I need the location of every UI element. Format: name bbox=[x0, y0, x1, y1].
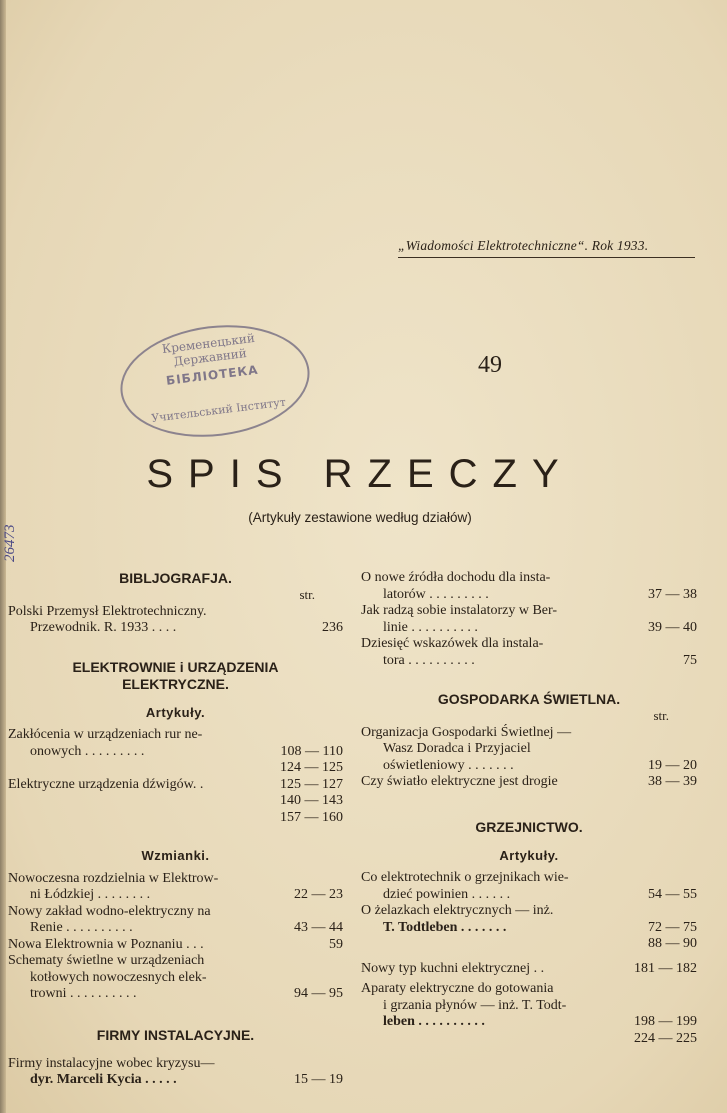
entry-text: Jak radzą sobie instalatorzy w Ber- bbox=[361, 603, 558, 618]
entry-pages: 19 — 20 bbox=[648, 757, 697, 773]
entry-text: dyr. Marceli Kycia . . . . . bbox=[30, 1072, 177, 1087]
toc-entry bbox=[8, 871, 343, 904]
entry-pages: 157 — 160 bbox=[280, 809, 343, 825]
entry-text: Nowa Elektrownia w Poznaniu . . . bbox=[8, 936, 204, 952]
handwritten-margin-note: 26473 bbox=[2, 524, 18, 562]
page-title: SPIS RZECZY bbox=[146, 452, 574, 496]
page-number: 49 bbox=[478, 352, 502, 378]
entry-text: i grzania płynów — inż. T. Todt- bbox=[383, 997, 567, 1013]
entry-text: oświetleniowy . . . . . . . bbox=[383, 757, 514, 773]
toc-entry bbox=[8, 904, 343, 937]
entry-pages: 75 bbox=[683, 652, 697, 668]
entry-text: Organizacja Gospodarki Świetlnej — bbox=[361, 724, 572, 740]
section-elektrownie: ELEKTROWNIE i URZĄDZENIA bbox=[72, 658, 279, 675]
stamp-top-text: Кременецький Державний bbox=[161, 330, 256, 369]
entry-text: Nowy zakład wodno-elektryczny na bbox=[8, 903, 211, 919]
entry-text: O żelazkach elektrycznych — inż. bbox=[361, 903, 554, 918]
page-subtitle: (Artykuły zestawione według działów) bbox=[248, 510, 472, 525]
entry-pages: 15 — 19 bbox=[294, 1072, 343, 1087]
entry-text: Przewodnik. R. 1933 . . . . bbox=[30, 620, 177, 635]
entry-pages: 88 — 90 bbox=[648, 936, 697, 951]
toc-entry bbox=[8, 777, 343, 794]
entry-pages: 125 — 127 bbox=[280, 776, 343, 792]
entry-text: Zakłócenia w urządzeniach rur ne- bbox=[8, 727, 203, 742]
entry-pages: 236 bbox=[322, 620, 343, 635]
library-stamp bbox=[114, 315, 316, 447]
toc-entry bbox=[361, 981, 697, 1031]
entry-text: tora . . . . . . . . . . bbox=[383, 652, 475, 668]
toc-entry bbox=[361, 903, 697, 936]
entry-pages: 124 — 125 bbox=[280, 760, 343, 775]
entry-text: T. Todtleben . . . . . . . bbox=[383, 919, 507, 935]
entry-text: Dziesięć wskazówek dla instala- bbox=[361, 636, 544, 651]
running-header: „Wiadomości Elektrotechniczne“. Rok 1933. bbox=[398, 238, 649, 253]
entry-pages: 108 — 110 bbox=[280, 743, 343, 759]
entry-pages: 181 — 182 bbox=[634, 960, 697, 976]
entry-text: Polski Przemysł Elektrotechniczny. bbox=[8, 603, 207, 619]
entry-text: Renie . . . . . . . . . . bbox=[30, 920, 133, 935]
section-gospodarka: GOSPODARKA ŚWIETLNA. bbox=[437, 691, 621, 707]
stamp-middle-text: БІБЛІОТЕКА bbox=[165, 362, 260, 388]
toc-entry bbox=[361, 570, 697, 603]
entry-pages: 72 — 75 bbox=[648, 919, 697, 935]
entry-text: dzieć powinien . . . . . . bbox=[383, 886, 511, 902]
str-label: str. bbox=[299, 587, 315, 602]
section-elektrownie-line2: ELEKTRYCZNE. bbox=[122, 675, 229, 692]
entry-pages: 22 — 23 bbox=[294, 887, 343, 902]
str-label: str. bbox=[653, 708, 669, 723]
entry-pages: 94 — 95 bbox=[294, 986, 343, 1001]
entry-pages: 43 — 44 bbox=[294, 920, 343, 935]
entry-pages: 38 — 39 bbox=[648, 774, 697, 789]
entry-text: kotłowych nowoczesnych elek- bbox=[30, 969, 207, 985]
section-grzejnictwo: GRZEJNICTWO. bbox=[475, 818, 583, 835]
entry-text: Nowoczesna rozdzielnia w Elektrow- bbox=[8, 870, 219, 886]
toc-entry bbox=[8, 604, 343, 637]
entry-text: linie . . . . . . . . . . bbox=[383, 619, 478, 635]
header-rule bbox=[398, 257, 695, 258]
entry-pages: 140 — 143 bbox=[280, 793, 343, 808]
entry-text: leben . . . . . . . . . . bbox=[383, 1014, 485, 1029]
stamp-bottom-text: Учительський Інститут bbox=[150, 395, 287, 425]
entry-text: latorów . . . . . . . . . bbox=[383, 586, 489, 602]
entry-pages: 198 — 199 bbox=[634, 1014, 697, 1029]
entry-text: Wasz Doradca i Przyjaciel bbox=[383, 741, 531, 756]
entry-pages: 224 — 225 bbox=[634, 1030, 697, 1046]
subsection-artykuly: Artykuły. bbox=[499, 847, 559, 863]
entry-text: Schematy świetlne w urządzeniach bbox=[8, 953, 205, 968]
entry-text: Aparaty elektryczne do gotowania bbox=[361, 981, 554, 996]
entry-text: onowych . . . . . . . . . bbox=[30, 743, 145, 759]
toc-entry bbox=[361, 870, 697, 903]
subsection-artykuly: Artykuły. bbox=[145, 704, 206, 720]
toc-entry bbox=[361, 774, 697, 791]
right-column bbox=[361, 570, 697, 1047]
toc-entry bbox=[8, 727, 343, 760]
entry-pages: 54 — 55 bbox=[648, 886, 697, 902]
subsection-wzmianki: Wzmianki. bbox=[141, 848, 210, 863]
left-column bbox=[8, 570, 343, 1089]
entry-text: Elektryczne urządzenia dźwigów. . bbox=[8, 776, 204, 792]
entry-pages: 39 — 40 bbox=[648, 619, 697, 635]
entry-text: Nowy typ kuchni elektrycznej . . bbox=[361, 960, 545, 976]
section-bibljografja: BIBLJOGRAFJA. bbox=[119, 570, 232, 586]
toc-entry bbox=[361, 636, 697, 669]
entry-pages: 59 bbox=[329, 936, 343, 952]
toc-entry bbox=[361, 603, 697, 636]
toc-entry bbox=[361, 725, 697, 775]
entry-text: Firmy instalacyjne wobec kryzysu— bbox=[8, 1055, 215, 1071]
toc-entry bbox=[8, 937, 343, 954]
entry-text: Co elektrotechnik o grzejnikach wie- bbox=[361, 870, 569, 885]
toc-entry bbox=[361, 961, 697, 978]
section-firmy: FIRMY INSTALACYJNE. bbox=[96, 1026, 255, 1043]
toc-entry bbox=[8, 953, 343, 1003]
entry-text: O nowe źródła dochodu dla insta- bbox=[361, 570, 551, 585]
entry-pages: 37 — 38 bbox=[648, 586, 697, 602]
toc-entry bbox=[8, 1056, 343, 1089]
entry-text: ni Łódzkiej . . . . . . . . bbox=[30, 887, 151, 902]
entry-text: Czy światło elektryczne jest drogie bbox=[361, 774, 558, 789]
entry-text: trowni . . . . . . . . . . bbox=[30, 986, 137, 1001]
